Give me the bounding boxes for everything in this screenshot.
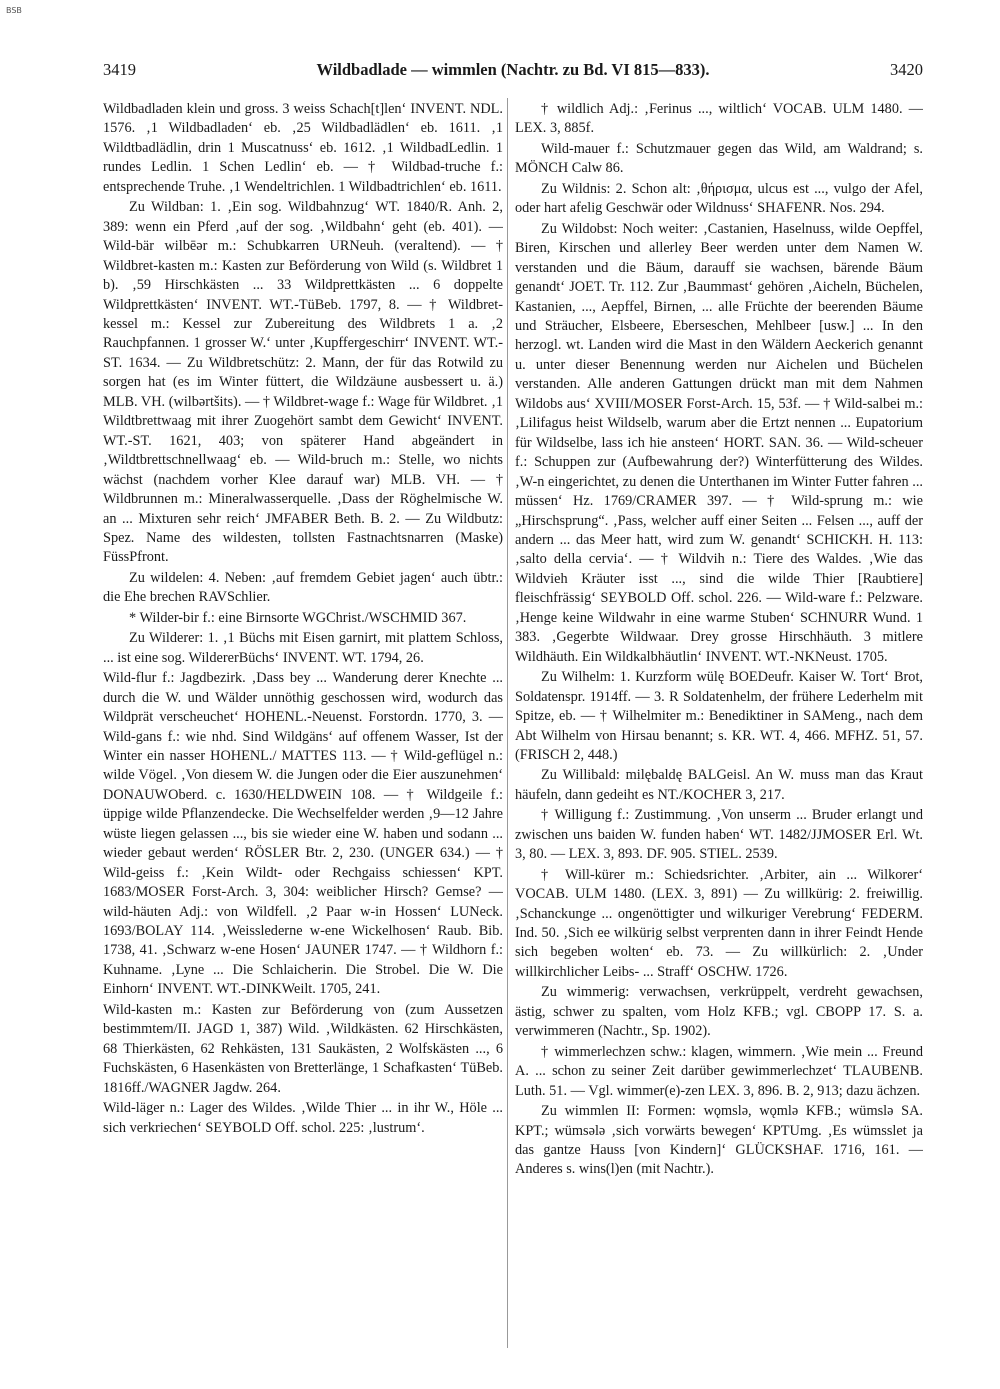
entry-wimmerig: Zu wimmerig: verwachsen, verkrüppelt, verdreht gewachsen, ästig, schwer zu spalten, vom Holz KFB.; vgl. CBOPP 17. S. a. verwimmeren (Nachtr., Sp. 1902). bbox=[515, 984, 923, 1040]
entry-wildnis: Zu Wildnis: 2. Schon alt: ‚θήρισμα, ulcus est ..., vulgo der Afel, oder hart afelig Geschwär oder Wildnuss‘ SHAFENR. Nos. 294. bbox=[515, 180, 923, 217]
entry-willibald: Zu Willibald: milębaldę BALGeisl. An W. muss man das Kraut häufeln, dann gedeiht es NT./KOCHER 3, 217. bbox=[515, 767, 923, 803]
entry-wilhelm: Zu Wilhelm: 1. Kurzform wülę BOEDeufr. Kaiser W. Tort‘ Brot, Soldatenspr. 1914ff. — 3. R Soldatenhelm, der frühere Lederhelm mit Spitze, eb. — † Wilhelmiter m.: Benediktiner in SAMeng., nach dem Abt Wilhelm von Hirsau benannt; s. KR. WT. 4, 466. MFHZ. 51, 57. (FRISCH 2, 448.) bbox=[515, 669, 923, 763]
entry-wild-mauer: Wild-mauer f.: Schutzmauer gegen das Wild, am Waldrand; s. MÖNCH Calw 86. bbox=[515, 140, 923, 177]
entry-wild-flur: Wild-flur f.: Jagdbezirk. ‚Dass bey ... Wanderung derer Knechte ... durch die W. und Wälder unnöthig geschossen wird, wodurch das Wildprät verscheuchet‘ HOHENL.-Neuenst. Forstordn. 1770, 3. — Wild-gans f.: wie nhd. Sind Wildgäns‘ auf offenem Wasser, Ist der Winter ein nasser HOHENL./ MATTES 113. — † Wild-geflügel n.: wilde Vögel. ‚Von diesem W. die Jungen oder die Eier auszunehmen‘ DONAUWOberd. c. 1630/HELDWEIN 108. — † Wildgeile f.: üppige wilde Pflanzendecke. Die Wechselfelder werden ‚9—12 Jahre wüste liegen gelassen ..., bis sie wieder eine W. haben und sodann ... wieder gebaut werden‘ RÖSLER Btr. 2, 230. (UNGER 634.) — † Wild-geiss f.: ‚Kein Wildt- oder Rechgaiss schiessen‘ KPT. 1683/MOSER Forst-Arch. 3, 304: weiblicher Hirsch? Gemse? — wild-häuten Adj.: von Wildfell. ‚2 Paar w-in Hossen‘ LUNeck. 1693/BOLAY 114. ‚Weisslederne w-ene Wickelhosen‘ Raub. Bib. 1738, 41. ‚Schwarz w-ene Hosen‘ JAUNER 1747. — † Wildhorn f.: Kuhname. ‚Lyne ... Die Schlaicherin. Die Strobel. Die W. Die Einhorn‘ INVENT. WT.-DINKWeilt. 1705, 241. bbox=[103, 670, 503, 998]
column-divider bbox=[507, 98, 508, 1348]
entry-wildban: Zu Wildban: 1. ‚Ein sog. Wildbahnzug‘ WT. 1840/R. Anh. 2, 389: wenn ein Pferd ‚auf der sog. ‚Wildbahn‘ geht (eb. 401). — Wild-bär wilbēər m.: Schubkarren URNeuh. (veraltend). — † Wildbret-kasten m.: Kasten zur Beförderung von Wild (s. Wildbret 1 b). ‚59 Hirschkästen ... 33 Wildprettkästen ... 6 doppelte Wildprettkästen‘ INVENT. WT.-TüBeb. 1797, 8. — † Wildbret-kessel m.: Kessel zur Zubereitung des Wildbrets 1 a. ‚2 Rauchpfannen. 1 grosser W.‘ unter ‚Kupffergeschirr‘ INVENT. WT.-ST. 1634. — Zu Wildbretschütz: 2. Mann, der für das Rotwild zu sorgen hat (es im Winter füttert, die Wildzäune ausbessert u. ä.) MLB. VH. (wilbərtšits). — † Wildbret-wage f.: Wage für Wildbret. ‚1 Wildtbrettwaag mit ihrer Zuogehört sambt dem Gewicht‘ INVENT. WT.-ST. 1621, 403; von späterer Hand abgeändert in ‚Wildtbrettschnellwaag‘ eb. — Wild-bruch m.: Stelle, wo nichts wächst (nachdem vorher Klee darauf war) MLB. VH. — † Wildbrunnen m.: Mineralwasserquelle. ‚Dass der Röghelmische W. an ... Mixturen sehr reich‘ JMFABER Beth. B. 2. — Zu Wildbutz: Spez. Name des wildesten, tollsten Fastnachtsnarren (Maske) FüssPfront. bbox=[103, 199, 503, 566]
entry-wimmlen: Zu wimmlen II: Formen: wǫmslə, wǫmlə KFB.; wümslə SA. KPT.; wümsələ ‚sich vorwärts bewegen‘ KPTUmg. ‚Es wümsslet ja das gantze Hauss [von Kindern]‘ GLÜCKSHAF. 1716, 161. — Anderes s. wins(l)en (mit Nachtr.). bbox=[515, 1103, 923, 1178]
entry-wilder-bir: * Wilder-bir f.: eine Birnsorte WGChrist./WSCHMID 367. bbox=[129, 609, 467, 626]
library-stamp: BSB bbox=[6, 6, 22, 15]
entry-wildobst: Zu Wildobst: Noch weiter: ‚Castanien, Haselnuss, wilde Oepffel, Biren, Kirschen und allerley Beer werden unter dem Namen W. verstanden und die Bäum, darauff sie wachsen, bärende Bäum genandt‘ JOET. Tr. 112. Zur ‚Baummast‘ gehören ‚Aicheln, Büchelen, Kastanien, ..., Aepffel, Birnen, ... alle Früchte der beerenden Bäume und Sträucher, Elsbeere, Eberseschen, Mehlbeer [usw.] ... In den herzogl. wt. Landen wird die Mast in den Wäldern Aeckerich genannt u. unter dieser Benennung werden nur Aichelen und Büchelen verstanden. Alle anderen Gattungen drückt man mit dem Nahmen Wildobs aus‘ XVIII/MOSER Forst-Arch. 15, 53f. — † Wild-salbei m.: ‚Lilifagus heist Wildselb, warum aber die Ertzt nennen ... Eupatorium für Wildselbe, lass ich hie ansteen‘ HORT. SAN. 36. — Wild-scheuer f.: Schuppen zur (Aufbewahrung der?) Winterfütterung des Wildes. ‚W-n eingerichtet, zu denen die Unterthanen im Winter Futter fahren ... müssen‘ Hz. 1769/CRAMER 397. — † Wild-sprung m.: wie „Hirschsprung“. ‚Pass, welcher auff einer Seiten ... Felsen ..., auff der andern ... das Meer hatt, wird zum W. genandt‘ SCHICKH. H. 113: ‚salto della cervia‘. — † Wildvih n.: Tiere des Waldes. ‚Wie das Wildvieh Kräuter isst ..., sind die wilde Thier [Raubtiere] fleischfrässig‘ SEYBOLD Off. schol. 226. — Wild-ware f.: Pelzware. ‚Henge keine Wildwahr in eine warme Stuben‘ SCHNURR Wund. 1 383. ‚Gegerbte Wildwaar. Drey grosse Hirschhäuth. 3 mitlere Wildhäuth. Ein Wildkalbhäutlin‘ INVENT. WT.-NKNeust. 1705. bbox=[515, 220, 923, 665]
running-title: Wildbadlade — wimmlen (Nachtr. zu Bd. VI 815—833). bbox=[316, 60, 710, 79]
entry-wilderer: Zu Wilderer: 1. ‚1 Büchs mit Eisen garnirt, mit plattem Schloss, ... ist eine sog. WildererBüchs‘ INVENT. WT. 1794, 26. bbox=[103, 630, 503, 666]
entry-will-kuerer: † Will-kürer m.: Schiedsrichter. ‚Arbiter, ain ... Wilkorer‘ VOCAB. ULM 1480. (LEX. 3, 891) — Zu willkürig: 2. freiwillig. ‚Schanckunge ... ongenöttigter und wilkuriger Verebrung‘ FEDERM. Ind. 50. ‚Sich ee wilkürig selbst verprenten dann in ihrer Feindt Hende sich begeben wolten‘ eb. 73. — Zu willkürlich: 2. ‚Under willkirchlicher Leibs- ... Straff‘ OSCHW. 1726. bbox=[515, 866, 923, 980]
page-number-left: 3419 bbox=[103, 60, 136, 79]
entry-willigung: † Willigung f.: Zustimmung. ‚Von unserm ... Bruder erlangt und zwischen uns baiden W. funden haben‘ WT. 1482/JJMOSER Erl. Wt. 3, 80. — LEX. 3, 893. DF. 905. STIEL. 2539. bbox=[515, 807, 923, 863]
entry-wild-laeger: Wild-läger n.: Lager des Wildes. ‚Wilde Thier ... in ihr W., Höle ... sich verkriechen‘ SEYBOLD Off. schol. 225: ‚lustrum‘. bbox=[103, 1100, 503, 1136]
entry-wild-kasten: Wild-kasten m.: Kasten zur Beförderung von (zum Aussetzen bestimmtem/II. JAGD 1, 387) Wild. ‚Wildkästen. 62 Hirschkästen, 68 Thierkästen, 62 Rehkästen, 131 Saukästen, 2 Wolfskästen ..., 6 Fuchskästen, 6 Hasenkästen von Bretterlänge, 1 Schafkasten‘ TüBeb. 1816ff./WAGNER Jagdw. 264. bbox=[103, 1001, 503, 1096]
page-number-right: 3420 bbox=[890, 60, 923, 79]
entry-wildbadladen: Wildbadladen klein und gross. 3 weiss Schach[t]len‘ INVENT. NDL. 1576. ‚1 Wildbadladen‘ eb. ‚25 Wildbadlädlen‘ eb. 1611. ‚1 Wildtbadlädlin, drin 1 Muscatnuss‘ eb. 1612. ‚1 WildbadLedlin. 1 rundes Ledlin. 1 Schen Ledlin‘ eb. — † Wildbad-truche f.: entsprechende Truhe. ‚1 Wendeltrichlen. 1 Wildbadtrichlen‘ eb. 1611. bbox=[103, 101, 503, 195]
right-column bbox=[515, 100, 923, 1350]
entry-wimmerlechzen: † wimmerlechzen schw.: klagen, wimmern. ‚Wie mein ... Freund A. ... schon zu seiner Zeit darüber gewimmerlechzet‘ TLAUBENB. Luth. 51. — Vgl. wimmer(e)-zen LEX. 3, 896. B. 2, 913; dazu ächzen. bbox=[515, 1043, 923, 1099]
page-header bbox=[103, 60, 923, 82]
entry-wildlich: † wildlich Adj.: ‚Ferinus ..., wiltlich‘ VOCAB. ULM 1480. — LEX. 3, 885f. bbox=[515, 101, 923, 137]
left-column bbox=[103, 100, 503, 1350]
entry-wildelen: Zu wildelen: 4. Neben: ‚auf fremdem Gebiet jagen‘ auch übtr.: die Ehe brechen RAVSchlier. bbox=[103, 569, 503, 606]
